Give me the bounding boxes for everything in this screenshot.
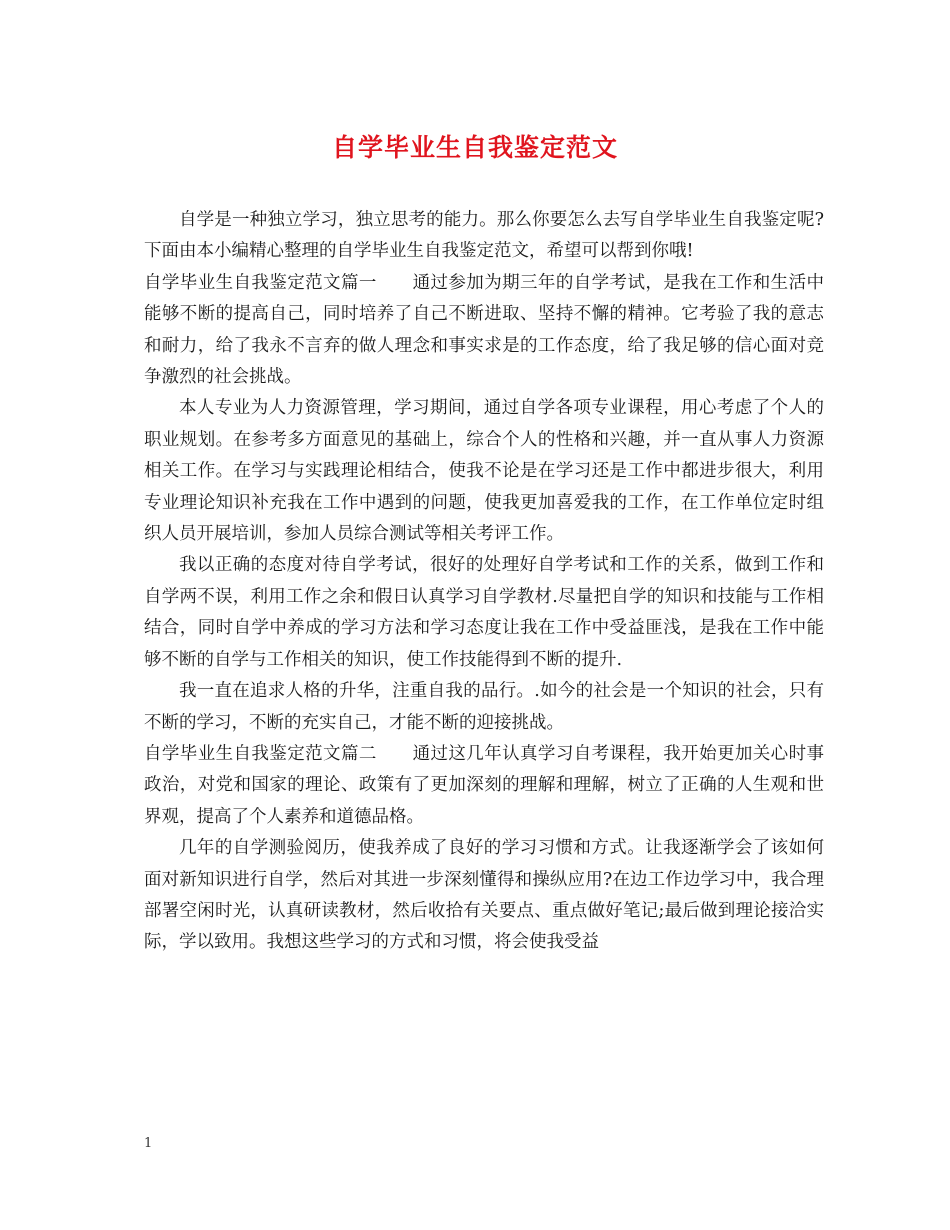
paragraph-section-two-heading: 自学毕业生自我鉴定范文篇二 通过这几年认真学习自考课程，我开始更加关心时事政治，对党和国家的理论、政策有了更加深刻的理解和理解，树立了正确的人生观和世界观，提高了个人素养和道德品格。 — [144, 743, 824, 827]
paragraph-study-habits: 几年的自学测验阅历，使我养成了良好的学习习惯和方式。让我逐渐学会了该如何面对新知识进行自学，然后对其进一步深刻懂得和操纵应用?在边工作边学习中，我合理部署空闲时光，认真研读教材，然后收拾有关要点、重点做好笔记;最后做到理论接洽实际，学以致用。我想这些学习的方式和习惯，将会使我受益 — [144, 838, 824, 953]
paragraph-section-one-heading: 自学毕业生自我鉴定范文篇一 通过参加为期三年的自学考试，是我在工作和生活中能够不断的提高自己，同时培养了自己不断进取、坚持不懈的精神。它考验了我的意志和耐力，给了我永不言弃的做人理念和事实求是的工作态度，给了我足够的信心面对竞争激烈的社会挑战。 — [144, 272, 824, 388]
paragraph-attitude: 我以正确的态度对待自学考试，很好的处理好自学考试和工作的关系，做到工作和自学两不误，利用工作之余和假日认真学习自学教材.尽量把自学的知识和技能与工作相结合，同时自学中养成的学习方法和学习态度让我在工作中受益匪浅，是我在工作中能够不断的自学与工作相关的知识，使工作技能得到不断的提升. — [144, 555, 824, 670]
document-title: 自学毕业生自我鉴定范文 — [331, 133, 618, 162]
page-number: 1 — [144, 1136, 153, 1151]
paragraph-major: 本人专业为人力资源管理，学习期间，通过自学各项专业课程，用心考虑了个人的职业规划。在参考多方面意见的基础上，综合个人的性格和兴趣，并一直从事人力资源相关工作。在学习与实践理论相结合，使我不论是在学习还是工作中都进步很大，利用专业理论知识补充我在工作中遇到的问题，使我更加喜爱我的工作，在工作单位定时组织人员开展培训，参加人员综合测试等相关考评工作。 — [144, 398, 824, 545]
paragraph-character: 我一直在追求人格的升华，注重自我的品行。.如今的社会是一个知识的社会，只有不断的学习，不断的充实自己，才能不断的迎接挑战。 — [144, 681, 824, 733]
document-body — [144, 205, 824, 959]
paragraph-intro: 自学是一种独立学习，独立思考的能力。那么你要怎么去写自学毕业生自我鉴定呢?下面由本小编精心整理的自学毕业生自我鉴定范文，希望可以帮到你哦! — [144, 210, 824, 262]
